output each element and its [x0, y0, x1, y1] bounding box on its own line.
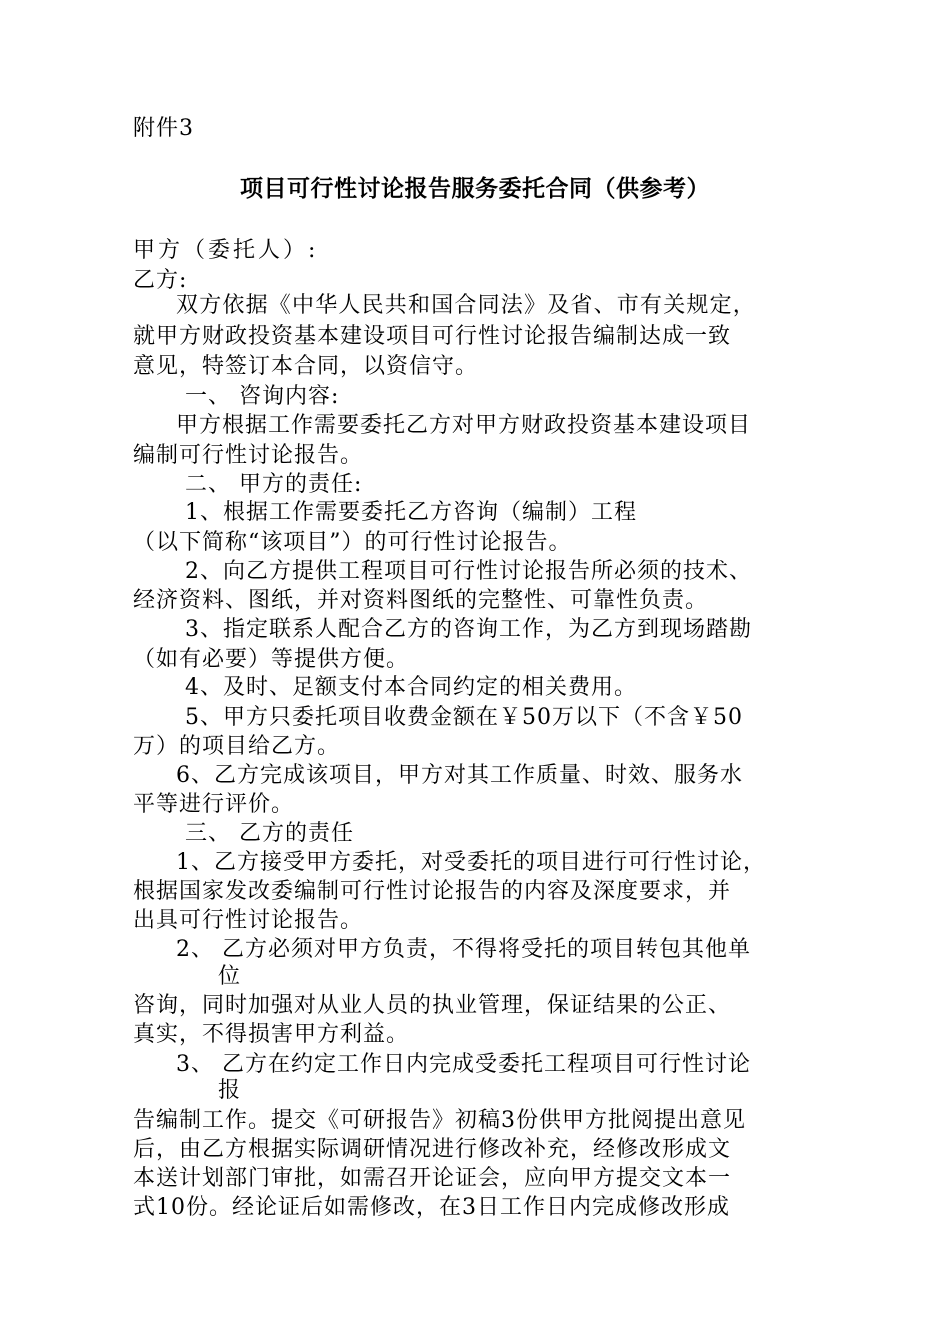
paragraph-line: 本送计划部门审批，如需召开论证会，应向甲方提交文本一	[133, 1166, 732, 1191]
paragraph-line: 平等进行评价。	[133, 792, 295, 817]
paragraph-line: 甲方根据工作需要委托乙方对甲方财政投资基本建设项目	[176, 413, 752, 438]
paragraph-line: 2、 乙方必须对甲方负责，不得将受托的项目转包其他单	[176, 937, 751, 962]
paragraph-line: 万）的项目给乙方。	[133, 734, 341, 759]
paragraph-line: 2、向乙方提供工程项目可行性讨论报告所必须的技术、	[185, 559, 752, 584]
party-b-line: 乙方:	[133, 268, 188, 293]
intro-line: 就甲方财政投资基本建设项目可行性讨论报告编制达成一致	[133, 324, 732, 349]
paragraph-line: 4、及时、足额支付本合同约定的相关费用。	[185, 675, 637, 700]
paragraph-line: 报	[218, 1078, 242, 1103]
document-title: 项目可行性讨论报告服务委托合同（供参考）	[240, 176, 710, 202]
paragraph-line: 3、 乙方在约定工作日内完成受委托工程项目可行性讨论	[176, 1052, 751, 1077]
paragraph-line: 后，由乙方根据实际调研情况进行修改补充，经修改形成文	[133, 1137, 732, 1162]
paragraph-line: 6、乙方完成该项目，甲方对其工作质量、时效、服务水	[176, 763, 743, 788]
section-heading: 一、 咨询内容:	[185, 384, 340, 409]
paragraph-line: 真实，不得损害甲方利益。	[133, 1022, 410, 1047]
paragraph-line: 经济资料、图纸，并对资料图纸的完整性、可靠性负责。	[133, 588, 709, 613]
paragraph-line: 根据国家发改委编制可行性讨论报告的内容及深度要求，并	[133, 879, 732, 904]
section-heading: 三、 乙方的责任	[185, 821, 354, 846]
paragraph-line: （如有必要）等提供方便。	[133, 647, 410, 672]
paragraph-line: 5、甲方只委托项目收费金额在￥50万以下（不含￥50	[185, 705, 743, 730]
intro-line: 意见，特签订本合同，以资信守。	[133, 354, 479, 379]
paragraph-line: 1、乙方接受甲方委托，对受委托的项目进行可行性讨论，	[176, 850, 766, 875]
paragraph-line: 1、根据工作需要委托乙方咨询（编制）工程	[185, 500, 637, 525]
paragraph-line: 编制可行性讨论报告。	[133, 443, 364, 468]
paragraph-line: （以下简称“该项目”）的可行性讨论报告。	[133, 530, 572, 555]
party-a-line: 甲方（委托人）:	[133, 238, 319, 263]
paragraph-line: 3、指定联系人配合乙方的咨询工作，为乙方到现场踏勘	[185, 617, 752, 642]
section-heading: 二、 甲方的责任:	[185, 472, 363, 497]
intro-line: 双方依据《中华人民共和国合同法》及省、市有关规定，	[176, 293, 757, 318]
paragraph-line: 式10份。经论证后如需修改，在3日工作日内完成修改形成	[133, 1195, 730, 1220]
attachment-label: 附件3	[133, 116, 194, 141]
paragraph-line: 咨询，同时加强对从业人员的执业管理，保证结果的公正、	[133, 993, 732, 1018]
paragraph-line: 告编制工作。提交《可研报告》初稿3份供甲方批阅提出意见	[133, 1108, 746, 1133]
paragraph-line: 出具可行性讨论报告。	[133, 908, 364, 933]
paragraph-line: 位	[218, 964, 242, 989]
